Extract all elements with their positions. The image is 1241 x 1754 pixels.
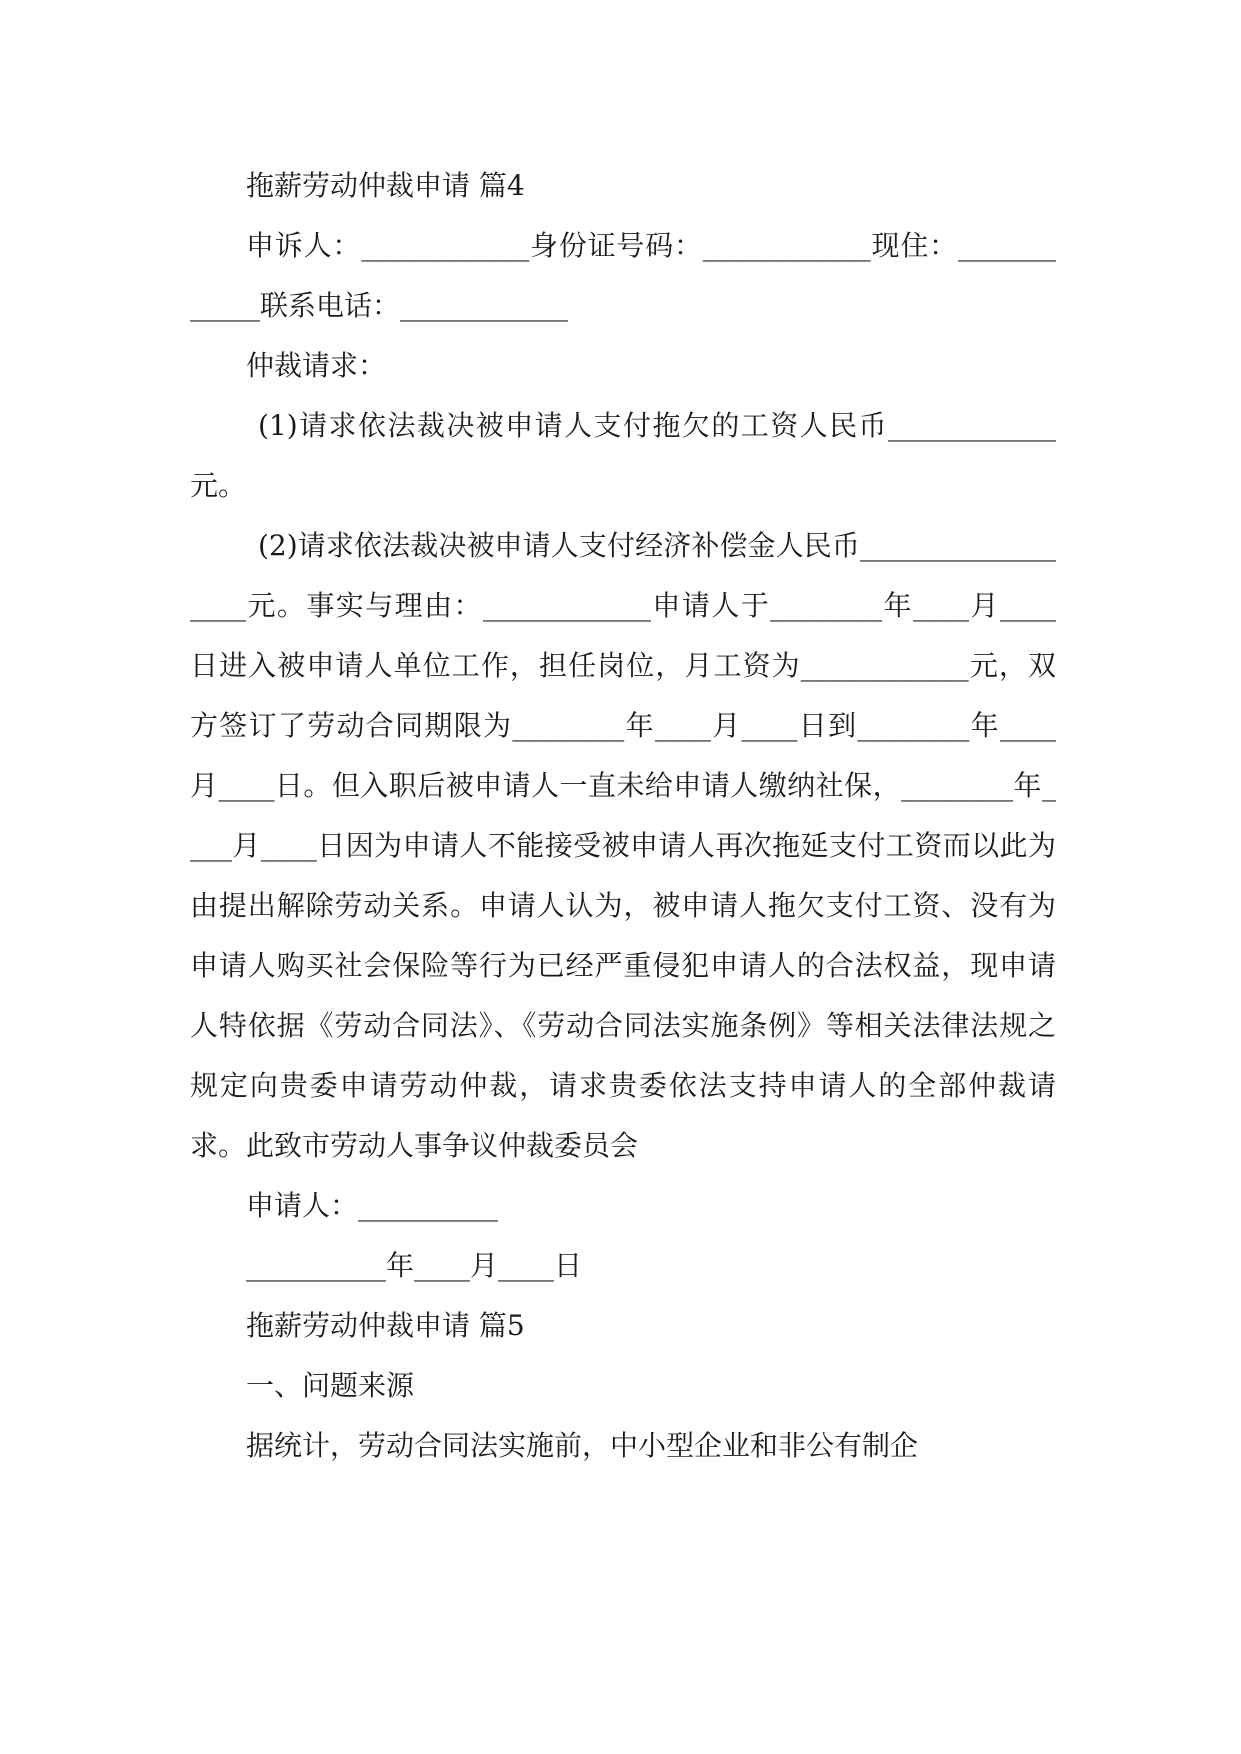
subsection-heading-problem-source: 一、问题来源 bbox=[246, 1369, 415, 1402]
complainant-info-paragraph: 申诉人：____________身份证号码：____________现住：____________联系电话：____________ bbox=[190, 229, 1056, 322]
section-heading-4: 拖薪劳动仲裁申请 篇4 bbox=[246, 169, 525, 202]
body-paragraph-statistics: 据统计，劳动合同法实施前，中小型企业和非公有制企 bbox=[246, 1429, 919, 1462]
request-item-2-facts-paragraph: (2)请求依法裁决被申请人支付经济补偿金人民币__________________元。事实与理由：____________申请人于________年____月____日进入被申请人单位工作，担任岗位，月工资为____________元，双方签订了劳动合同期限为________年____月____日到________年____月____日。但入职后被申请人一直未给申请人缴纳社保，________年____月____日因为申请人不能接受被申请人再次拖延支付工资而以此为由提出解除劳动关系。申请人认为，被申请人拖欠支付工资、没有为申请人购买社会保险等行为已经严重侵犯申请人的合法权益，现申请人特依据《劳动合同法》、《劳动合同法实施条例》等相关法律法规之规定向贵委申请劳动仲裁，请求贵委依法支持申请人的全部仲裁请求。此致市劳动人事争议仲裁委员会 bbox=[190, 529, 1056, 1162]
document-body bbox=[190, 156, 1056, 1476]
request-item-1: (1)请求依法裁决被申请人支付拖欠的工资人民币____________元。 bbox=[190, 409, 1056, 502]
applicant-signature-line: 申请人：__________ bbox=[246, 1189, 499, 1222]
section-heading-5: 拖薪劳动仲裁申请 篇5 bbox=[246, 1309, 525, 1342]
arbitration-request-heading: 仲裁请求： bbox=[246, 349, 387, 382]
date-line: __________年____月____日 bbox=[246, 1249, 583, 1282]
